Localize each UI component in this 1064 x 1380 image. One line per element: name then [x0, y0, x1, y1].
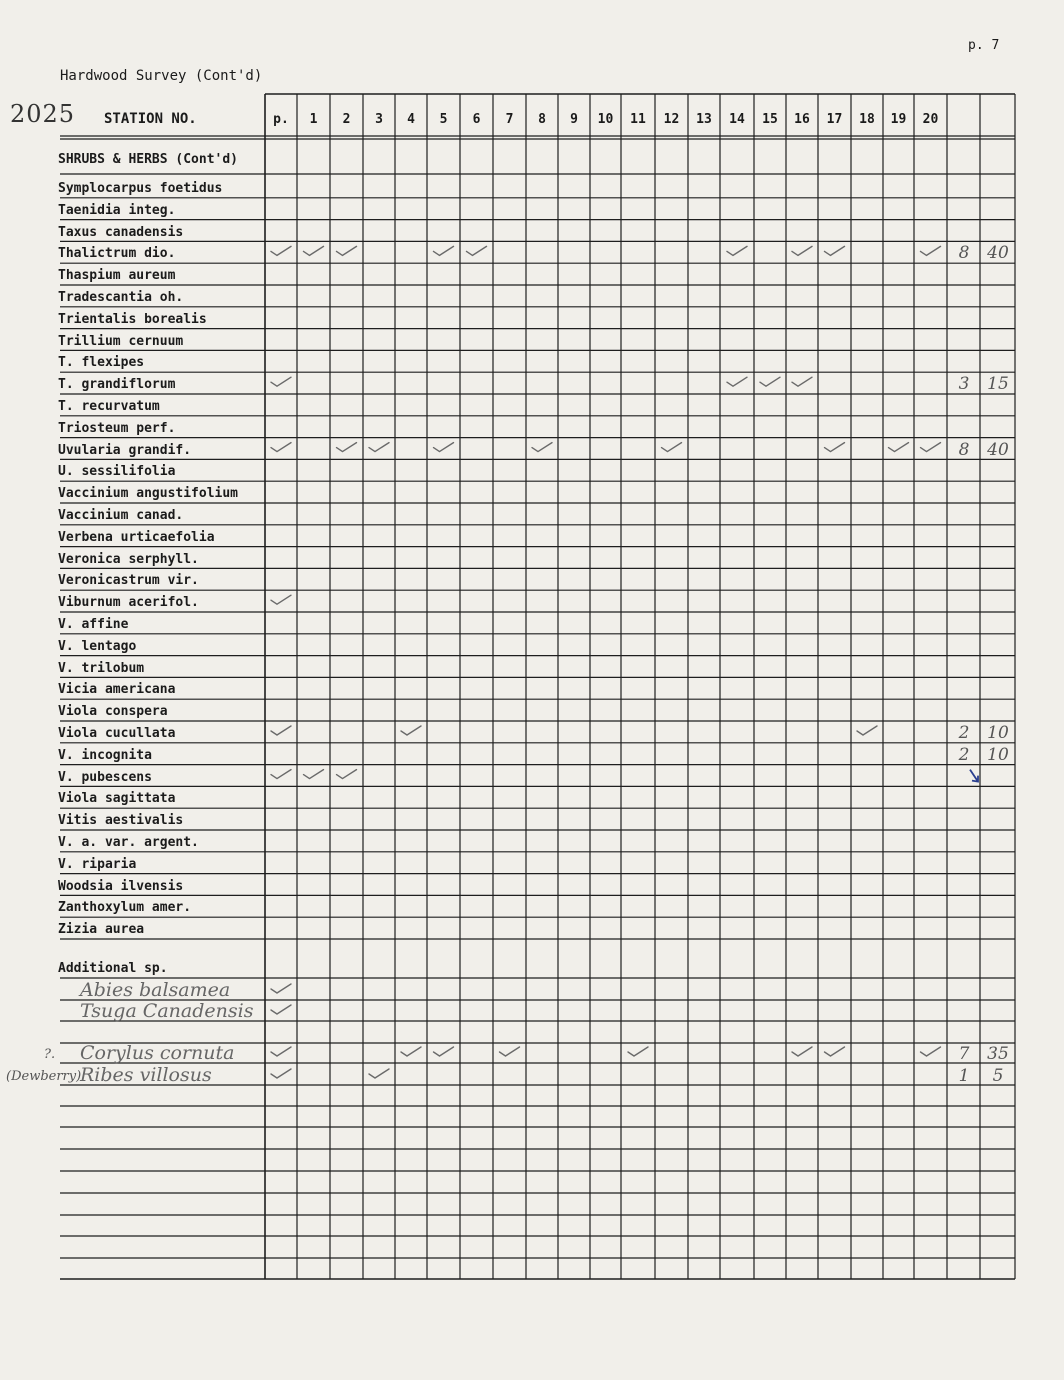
species-name: Thaspium aureum: [58, 268, 176, 284]
species-name: Symplocarpus foetidus: [58, 181, 223, 196]
species-name: Zizia aurea: [58, 922, 145, 938]
check-mark: [628, 1047, 648, 1056]
species-name: Trientalis borealis: [58, 311, 207, 327]
check-mark: [337, 443, 357, 452]
species-name: Taenidia integ.: [58, 202, 176, 218]
species-name: Woodsia ilvensis: [58, 878, 184, 894]
station-count: 7: [958, 1044, 970, 1064]
station-count: 1: [958, 1066, 970, 1086]
species-name: Triosteum perf.: [58, 420, 176, 436]
check-mark: [271, 726, 291, 735]
frequency-percent: 40: [987, 439, 1009, 460]
handwritten-prefix: ?.: [44, 1047, 56, 1062]
check-mark: [271, 443, 291, 452]
station-count: 2: [958, 744, 970, 765]
column-header: 10: [597, 112, 614, 127]
check-mark: [401, 726, 421, 735]
check-mark: [792, 246, 812, 255]
station-count: 2: [958, 723, 970, 743]
species-name: Viola sagittata: [58, 791, 176, 807]
species-name: V. a. var. argent.: [58, 835, 199, 850]
species-name: T. grandiflorum: [58, 377, 176, 393]
column-header: p.: [273, 112, 289, 127]
handwritten-species-name: Abies balsamea: [80, 979, 231, 1001]
check-mark: [857, 726, 877, 735]
check-mark: [532, 443, 552, 452]
column-header: 20: [922, 112, 939, 127]
column-header: 13: [696, 112, 712, 127]
species-name: V. affine: [58, 617, 129, 632]
column-header: 12: [663, 112, 680, 127]
check-mark: [921, 246, 941, 255]
handwritten-species-name: Ribes villosus: [80, 1064, 212, 1086]
species-name: Vicia americana: [58, 682, 176, 698]
species-name: Vaccinium canad.: [58, 508, 184, 523]
check-mark: [401, 1047, 421, 1056]
handwritten-species-name: Tsuga Canadensis: [80, 1000, 254, 1022]
check-mark: [434, 246, 454, 255]
check-mark: [271, 984, 291, 993]
species-name: Veronica serphyll.: [58, 551, 199, 567]
species-name: Taxus canadensis: [58, 224, 184, 240]
species-name: Trillium cernuum: [58, 333, 184, 349]
species-name: Vaccinium angustifolium: [58, 486, 239, 502]
additional-species-header: Additional sp.: [58, 961, 168, 976]
check-mark: [792, 1047, 812, 1056]
handwritten-species-name: Corylus cornuta: [80, 1042, 235, 1064]
species-name: T. flexipes: [58, 355, 145, 371]
station-number-label: STATION NO.: [104, 111, 197, 127]
species-name: V. lentago: [58, 638, 137, 654]
column-header: 19: [890, 112, 907, 127]
check-mark: [271, 1005, 291, 1014]
check-mark: [467, 246, 487, 255]
column-header: 11: [630, 112, 646, 127]
column-header: 5: [439, 112, 448, 127]
check-mark: [727, 377, 747, 386]
check-mark: [921, 443, 941, 452]
species-name: Thalictrum dio.: [58, 246, 176, 262]
column-header: 7: [505, 112, 514, 127]
check-mark: [825, 443, 845, 452]
check-mark: [760, 377, 780, 386]
species-name: Uvularia grandif.: [58, 442, 192, 458]
check-mark: [304, 770, 324, 779]
species-name: V. riparia: [58, 856, 137, 872]
column-header: 18: [859, 112, 875, 127]
column-header: 14: [729, 112, 745, 127]
column-header: 8: [538, 112, 546, 127]
column-header: 3: [375, 112, 383, 127]
check-mark: [369, 1069, 389, 1078]
check-mark: [500, 1047, 520, 1056]
species-name: Verbena urticaefolia: [58, 529, 215, 545]
check-mark: [825, 246, 845, 255]
station-count: 8: [958, 439, 970, 460]
species-name: Zanthoxylum amer.: [58, 900, 192, 916]
check-mark: [304, 246, 324, 255]
page-number: p. 7: [968, 38, 1000, 53]
species-name: Veronicastrum vir.: [58, 573, 199, 589]
check-mark: [434, 1047, 454, 1056]
column-header: 4: [407, 112, 415, 127]
species-name: V. incognita: [58, 747, 152, 763]
frequency-percent: 35: [987, 1044, 1009, 1064]
handwritten-prefix: (Dewberry): [6, 1069, 82, 1084]
station-count: 8: [958, 243, 970, 264]
species-name: V. trilobum: [58, 660, 145, 676]
column-header: 17: [826, 112, 843, 127]
column-header: 16: [794, 112, 810, 127]
species-name: Viburnum acerifol.: [58, 595, 199, 611]
frequency-percent: 10: [987, 744, 1009, 765]
species-name: T. recurvatum: [58, 399, 160, 414]
check-mark: [889, 443, 909, 452]
check-mark: [792, 377, 812, 386]
check-mark: [434, 443, 454, 452]
check-mark: [271, 377, 291, 386]
survey-title: Hardwood Survey (Cont'd): [60, 68, 263, 84]
species-name: U. sessilifolia: [58, 464, 176, 480]
column-header: 2: [342, 112, 351, 127]
handwritten-sheet-number: 2025: [10, 100, 76, 128]
check-mark: [337, 770, 357, 779]
check-mark: [271, 770, 291, 779]
check-mark: [271, 595, 291, 604]
frequency-percent: 10: [987, 723, 1009, 743]
species-name: Tradescantia oh.: [58, 290, 184, 305]
check-mark: [921, 1047, 941, 1056]
section-header: SHRUBS & HERBS (Cont'd): [58, 152, 239, 167]
check-mark: [727, 246, 747, 255]
species-name: V. pubescens: [58, 769, 152, 785]
species-name: Viola conspera: [58, 704, 168, 720]
check-mark: [271, 1047, 291, 1056]
check-mark: [271, 246, 291, 255]
frequency-percent: 5: [992, 1066, 1004, 1086]
check-mark: [337, 246, 357, 255]
check-mark: [825, 1047, 845, 1056]
species-name: Viola cucullata: [58, 726, 176, 741]
column-header: 9: [570, 112, 578, 127]
blue-arrow-icon: [970, 770, 978, 782]
column-header: 6: [472, 112, 481, 127]
column-header: 15: [762, 112, 778, 127]
station-count: 3: [958, 374, 970, 395]
check-mark: [271, 1069, 291, 1078]
column-header: 1: [309, 112, 318, 127]
frequency-percent: 15: [987, 374, 1009, 395]
check-mark: [662, 443, 682, 452]
frequency-percent: 40: [987, 243, 1009, 264]
species-name: Vitis aestivalis: [58, 813, 184, 829]
check-mark: [369, 443, 389, 452]
